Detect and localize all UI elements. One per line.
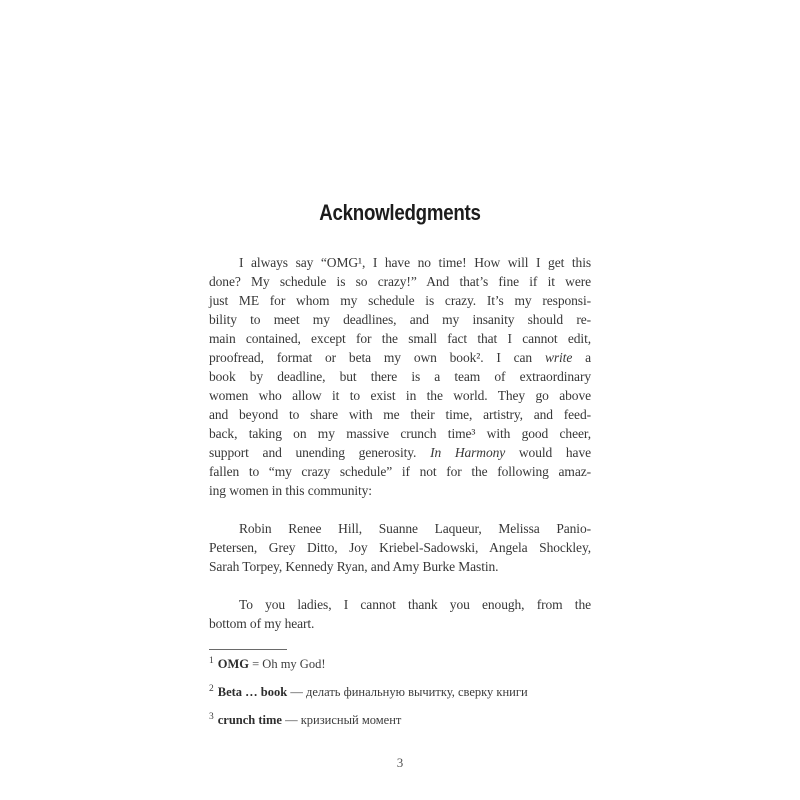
text-line: fallen to “my crazy schedule” if not for the following amaz-	[209, 464, 591, 479]
footnote-term: Beta … book	[217, 685, 288, 699]
text-line: I always say “OMG¹, I have no time! How will I get this	[239, 255, 591, 270]
footnote-term: OMG	[217, 657, 249, 671]
footnote-separator-line	[209, 649, 287, 650]
text-line: just ME for whom my schedule is crazy. It’s my responsi-	[209, 293, 591, 308]
text-line: ing women in this community:	[209, 483, 372, 498]
text-line: back, taking on my massive crunch time³ with good cheer,	[209, 426, 591, 441]
footnote-term: crunch time	[217, 713, 282, 727]
footnote-marker: 3	[209, 711, 214, 722]
text-line: book by deadline, but there is a team of extraordinary	[209, 369, 591, 384]
footnote-definition: = Oh my God!	[249, 657, 326, 671]
text-line: Petersen, Grey Ditto, Joy Kriebel-Sadowski, Angela Shockley,	[209, 540, 591, 555]
text-line: Sarah Torpey, Kennedy Ryan, and Amy Burke Mastin.	[209, 559, 499, 574]
paragraph	[209, 519, 591, 576]
body-text	[209, 253, 591, 633]
page-title: Acknowledgments	[319, 200, 481, 225]
title-row	[209, 200, 591, 226]
footnotes	[209, 649, 591, 729]
text-line: To you ladies, I cannot thank you enough, from the	[239, 597, 591, 612]
text-line: bility to meet my deadlines, and my insanity should re-	[209, 312, 591, 327]
footnote-definition: — кризисный момент	[281, 713, 402, 727]
text-line: and beyond to share with me their time, artistry, and feed-	[209, 407, 591, 422]
footnote-definition: — делать финальную вычитку, сверку книги	[287, 685, 528, 699]
paragraph	[209, 595, 591, 633]
page-number: 3	[396, 755, 404, 770]
text-line: bottom of my heart.	[209, 616, 315, 631]
text-line: women who allow it to exist in the world. They go above	[209, 388, 591, 403]
book-page	[209, 0, 591, 771]
text-line: support and unending generosity. In Harmony would have	[209, 445, 591, 460]
footnote	[209, 712, 591, 729]
paragraph	[209, 253, 591, 500]
text-line: proofread, format or beta my own book². I can write a	[209, 350, 591, 365]
text-line: done? My schedule is so crazy!” And that’s fine if it were	[209, 274, 591, 289]
footnote-marker: 1	[209, 655, 214, 666]
footnote	[209, 656, 591, 673]
footnote	[209, 684, 591, 701]
footnote-marker: 2	[209, 683, 214, 694]
text-line: Robin Renee Hill, Suanne Laqueur, Melissa Panio-	[239, 521, 591, 536]
text-line: main contained, except for the small fact that I cannot edit,	[209, 331, 591, 346]
